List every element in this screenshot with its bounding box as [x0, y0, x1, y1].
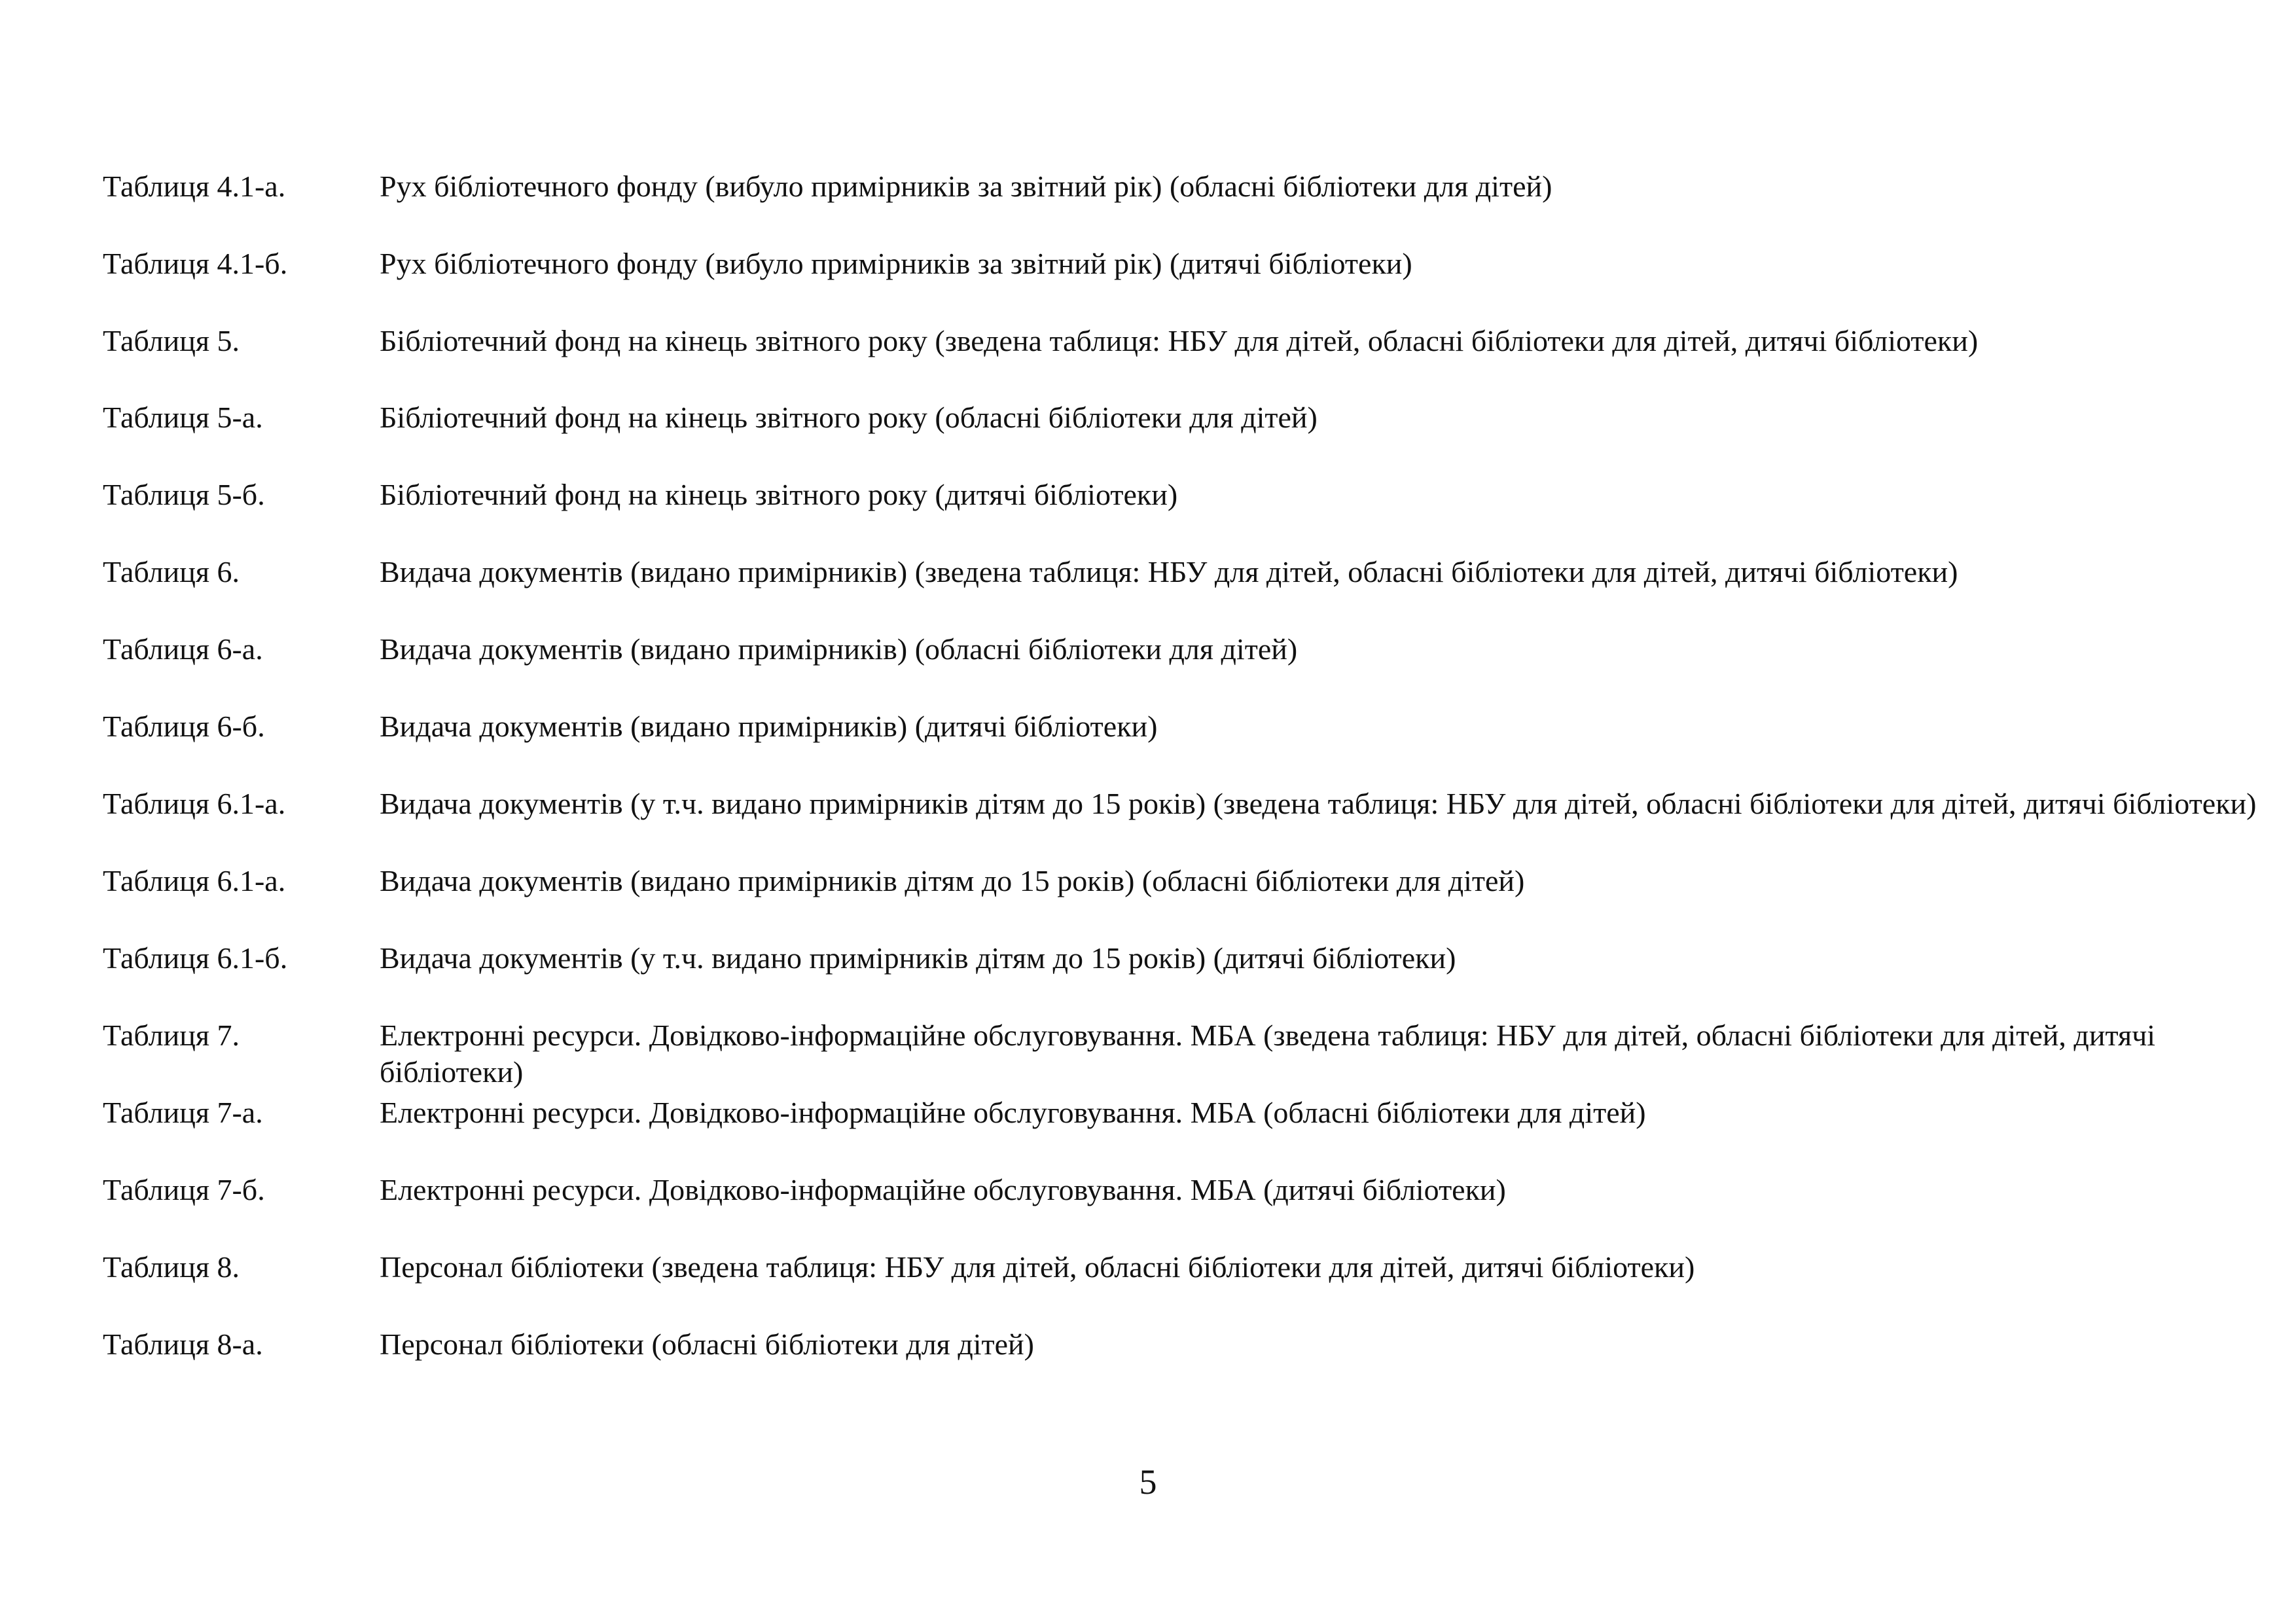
table-description: Видача документів (у т.ч. видано примірників дітям до 15 років) (дитячі бібліотеки): [380, 941, 1456, 975]
table-label: Таблиця 7-б.: [103, 1173, 265, 1206]
page-number: 5: [1139, 1462, 1157, 1502]
table-label: Таблиця 6.1-а.: [103, 864, 286, 897]
table-label: Таблиця 6-б.: [103, 710, 265, 743]
table-label: Таблиця 6.: [103, 555, 240, 588]
table-label: Таблиця 6-а.: [103, 632, 263, 666]
table-label: Таблиця 4.1-а.: [103, 170, 286, 203]
table-label: Таблиця 6.1-а.: [103, 787, 286, 820]
table-label: Таблиця 4.1-б.: [103, 247, 288, 280]
table-label: Таблиця 5.: [103, 324, 240, 357]
table-description: Електронні ресурси. Довідково-інформаційне обслуговування. МБА (зведена таблиця: НБУ для дітей, обласні бібліотеки для дітей, дитячі бібліотеки): [380, 1019, 2156, 1089]
table-description: Видача документів (видано примірників) (обласні бібліотеки для дітей): [380, 632, 1298, 666]
table-label: Таблиця 7.: [103, 1019, 240, 1052]
table-label: Таблиця 7-а.: [103, 1096, 263, 1129]
table-label: Таблиця 6.1-б.: [103, 941, 288, 975]
table-description: Рух бібліотечного фонду (вибуло примірників за звітний рік) (дитячі бібліотеки): [380, 247, 1412, 280]
table-description: Бібліотечний фонд на кінець звітного року (обласні бібліотеки для дітей): [380, 401, 1318, 434]
table-label: Таблиця 5-а.: [103, 401, 263, 434]
table-label: Таблиця 8-а.: [103, 1327, 263, 1361]
table-description: Рух бібліотечного фонду (вибуло примірників за звітний рік) (обласні бібліотеки для дітей): [380, 170, 1552, 203]
table-description: Персонал бібліотеки (обласні бібліотеки для дітей): [380, 1327, 1034, 1361]
table-description: Персонал бібліотеки (зведена таблиця: НБУ для дітей, обласні бібліотеки для дітей, дитячі бібліотеки): [380, 1250, 1695, 1284]
table-description: Електронні ресурси. Довідково-інформаційне обслуговування. МБА (обласні бібліотеки для дітей): [380, 1096, 1646, 1129]
table-description: Бібліотечний фонд на кінець звітного року (зведена таблиця: НБУ для дітей, обласні бібліотеки для дітей, дитячі бібліотеки): [380, 324, 1979, 357]
table-description: Видача документів (видано примірників) (дитячі бібліотеки): [380, 710, 1158, 743]
table-description: Електронні ресурси. Довідково-інформаційне обслуговування. МБА (дитячі бібліотеки): [380, 1173, 1506, 1206]
table-description: Видача документів (видано примірників) (зведена таблиця: НБУ для дітей, обласні бібліотеки для дітей, дитячі бібліотеки): [380, 555, 1958, 588]
table-label: Таблиця 8.: [103, 1250, 240, 1284]
table-label: Таблиця 5-б.: [103, 478, 265, 511]
table-description: Видача документів (видано примірників дітям до 15 років) (обласні бібліотеки для дітей): [380, 864, 1525, 897]
table-description: Видача документів (у т.ч. видано примірників дітям до 15 років) (зведена таблиця: НБУ для дітей, обласні бібліотеки для дітей, дитячі бібліотеки): [380, 787, 2257, 820]
table-description: Бібліотечний фонд на кінець звітного року (дитячі бібліотеки): [380, 478, 1178, 511]
